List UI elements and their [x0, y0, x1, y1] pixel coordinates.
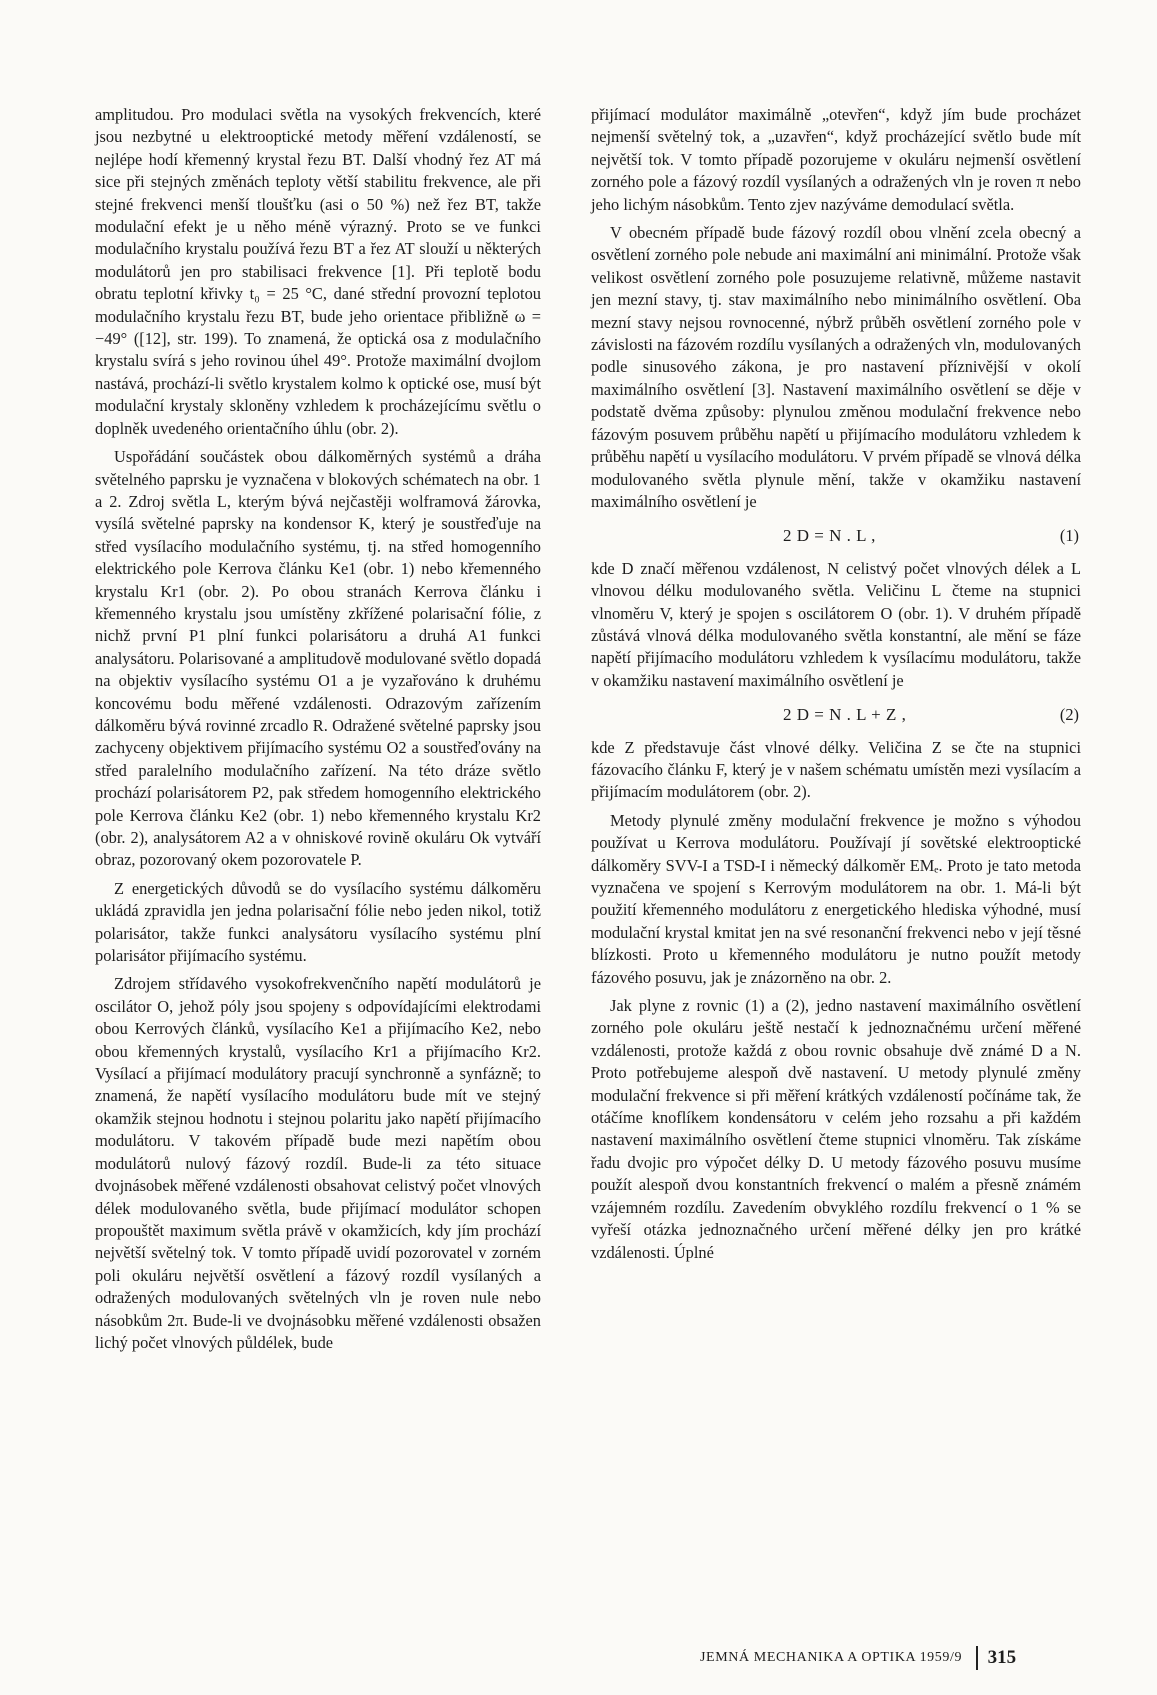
equation-formula: 2 D = N . L , — [783, 526, 876, 546]
right-column — [591, 104, 1081, 1270]
equation-1 — [591, 525, 1081, 547]
paragraph: kde Z představuje část vlnové délky. Veličina Z se čte na stupnici fázovacího článku F, který je v našem schématu umístěn mezi vysílacím a přijímacím modulátorem (obr. 2). — [591, 737, 1081, 802]
paragraph: přijímací modulátor maximálně „otevřen“, když jím bude procházet nejmenší světelný tok, a „uzavřen“, když procházející světlo bude mít největší tok. V tomto případě pozorujeme v okuláru nejmenší osvětlení zorného pole a fázový rozdíl vysílaných a odražených vln je roven π nebo jeho lichým násobkům. Tento zjev nazýváme demodulací světla. — [591, 105, 1081, 214]
page-footer — [700, 1646, 1016, 1670]
equation-2 — [591, 704, 1081, 726]
paragraph: V obecném případě bude fázový rozdíl obou vlnění zcela obecný a osvětlení zorného pole nebude ani maximální ani minimální. Protože však velikost osvětlení zorného pole posuzujeme relativně, můžeme nastavit jen mezní stavy, tj. stav maximálního nebo minimálního osvětlení. Oba mezní stavy nejsou rovnocenné, nýbrž průběh osvětlení zorného pole v závislosti na fázovém rozdílu vysílaných a odražených vln, modulovaných podle sinusového zákona, je pro nastavení příznivější v okolí maximálního osvětlení [3]. Nastavení maximálního osvětlení se děje v podstatě dvěma způsoby: plynulou změnou modulační frekvence nebo fázovým posuvem průběhu napětí u přijímacího modulátoru vzhledem k průběhu napětí u vysílacího modulátoru. V prvém případě se vlnová délka modulovaného světla plynule mění, takže v okamžiku nastavení maximálního osvětlení je — [591, 223, 1081, 511]
paragraph: Metody plynulé změny modulační frekvence je možno s výhodou používat u Kerrova modulátoru. Používají jí sovětské elektrooptické dálkoměry SVV-I a TSD-I i německý dálkoměr EMₑ. Proto je tato metoda vyznačena ve spojení s Kerrovým modulátorem na obr. 1. Má-li být použití křemenného modulátoru z energetického hlediska výhodné, musí modulační krystal kmitat jen na své resonanční frekvenci nebo v její těsné blízkosti. Proto u křemenného modulátoru je nutno použít metody fázového posuvu, jak je znázorněno na obr. 2. — [591, 810, 1081, 987]
left-column — [95, 104, 541, 1360]
paragraph: Z energetických důvodů se do vysílacího systému dálkoměru ukládá zpravidla jen jedna polarisační fólie nebo jeden nikol, totiž polarisátor, takže funkci analysátoru vysílacího systému plní polarisátor přijímacího systému. — [95, 878, 541, 966]
paragraph: amplitudou. Pro modulaci světla na vysokých frekvencích, které jsou nezbytné u elektrooptické metody měření vzdáleností, se nejlépe hodí křemenný krystal řezu BT. Další vhodný řez AT má sice při stejných změnách teploty větší stabilitu frekvence, ale při stejné frekvenci menší tloušťku (asi o 50 %) než řez BT, takže modulační efekt je u něho méně výrazný. Proto se ve funkci modulačního krystalu používá řezu BT a řez AT slouží u některých modulátorů jen pro stabilisaci frekvence [1]. Při teplotě bodu obratu teplotní křivky t₀ = 25 °C, dané střední provozní teplotou modulačního krystalu řezu BT, bude jeho orientace přibližně ω = −49° ([12], str. 199). To znamená, že optická osa z modulačního krystalu svírá s jeho rovinou úhel 49°. Protože maximální dvojlom nastává, prochází-li světlo krystalem kolmo k optické ose, musí být modulační krystaly skloněny vzhledem k procházejícímu světlu o doplněk uvedeného orientačního úhlu (obr. 2). — [95, 105, 541, 438]
paragraph: Uspořádání součástek obou dálkoměrných systémů a dráha světelného paprsku je vyznačena v blokových schématech na obr. 1 a 2. Zdroj světla L, kterým bývá nejčastěji wolframová žárovka, vysílá světelné paprsky na kondensor K, který je soustřeďuje na střed vysílacího modulačního systému, tj. na střed homogenního elektrického pole Kerrova článku Ke1 (obr. 1) nebo křemenného krystalu Kr1 (obr. 2). Po obou stranách Kerrova článku i křemenného krystalu jsou umístěny zkřížené polarisační fólie, z nichž první P1 plní funkci polarisátoru a druhá A1 funkci analysátoru. Polarisované a amplitudově modulované světlo dopadá na objektiv vysílacího systému O1 a je vyzařováno k druhému koncovému bodu měřené vzdálenosti. Odrazovým zařízením dálkoměru bývá rovinné zrcadlo R. Odražené světelné paprsky jsou zachyceny objektivem přijímacího systému O2 a soustřeďovány na střed paralelního modulačního zařízení. Na této dráze světlo prochází polarisátorem P2, pak středem homogenního elektrického pole Kerrova článku Ke2 (obr. 1) nebo křemenného krystalu Kr2 (obr. 2), analysátorem A2 a v ohniskové rovině okuláru Ok vytváří obraz, pozorovaný okem pozorovatele P. — [95, 447, 541, 870]
journal-name: JEMNÁ MECHANIKA A OPTIKA 1959/9 — [700, 1650, 963, 1665]
paragraph: kde D značí měřenou vzdálenost, N celistvý počet vlnových délek a L vlnovou délku modulovaného světla. Veličinu L čteme na stupnici vlnoměru V, který je spojen s oscilátorem O (obr. 1). V druhém případě zůstává vlnová délka modulovaného světla konstantní, ale mění se fáze napětí přijímacího modulátoru vzhledem k vysílacímu modulátoru, takže v okamžiku nastavení maximálního osvětlení je — [591, 558, 1081, 690]
paragraph: Jak plyne z rovnic (1) a (2), jedno nastavení maximálního osvětlení zorného pole okuláru ještě nestačí k jednoznačnému určení měřené vzdálenosti, protože každá z obou rovnic obsahuje dvě známé D a N. Proto potřebujeme alespoň dvě nastavení. U metody plynulé změny modulační frekvence si při měření krátkých vzdáleností počínáme tak, že otáčíme knoflíkem kondensátoru v celém jeho rozsahu a při každém nastavení maximálního osvětlení čteme stupnici vlnoměru. Tak získáme řadu dvojic pro výpočet délky D. U metody fázového posuvu musíme použít alespoň dvou konstantních frekvencí o malém a přesně známém vzájemném rozdílu. Zavedením obvyklého rozdílu frekvencí o 1 % se vyřeší otázka jednoznačného určení měřené délky jen pro krátké vzdálenosti. Úplné — [591, 996, 1081, 1262]
page-number: 315 — [987, 1647, 1017, 1668]
footer-divider — [976, 1646, 978, 1670]
equation-formula: 2 D = N . L + Z , — [783, 705, 907, 725]
paragraph: Zdrojem střídavého vysokofrekvenčního napětí modulátorů je oscilátor O, jehož póly jsou spojeny s odpovídajícími elektrodami obou Kerrových článků, vysílacího Ke1 a přijímacího Ke2, nebo obou křemenných krystalů, vysílacího Kr1 a přijímacího Kr2. Vysílací a přijímací modulátory pracují synchronně a synfázně; to znamená, že napětí vysílacího modulátoru bude mít ve stejný okamžik stejnou hodnotu i stejnou polaritu jako napětí přijímacího modulátoru. V takovém případě bude mezi napětím obou modulátorů nulový fázový rozdíl. Bude-li za této situace dvojnásobek měřené vzdálenosti obsahovat celistvý počet vlnových délek modulovaného světla, bude přijímací modulátor schopen propouštět maximum světla právě v okamžicích, kdy jím prochází největší světelný tok. V tomto případě uvidí pozorovatel v zorném poli okuláru největší osvětlení a fázový rozdíl vysílaných a odražených modulovaných světelných vln je roven nule nebo násobkům 2π. Bude-li ve dvojnásobku měřené vzdálenosti obsažen lichý počet vlnových půldélek, bude — [95, 974, 541, 1352]
equation-number: (2) — [1059, 705, 1079, 725]
equation-number: (1) — [1059, 526, 1079, 546]
